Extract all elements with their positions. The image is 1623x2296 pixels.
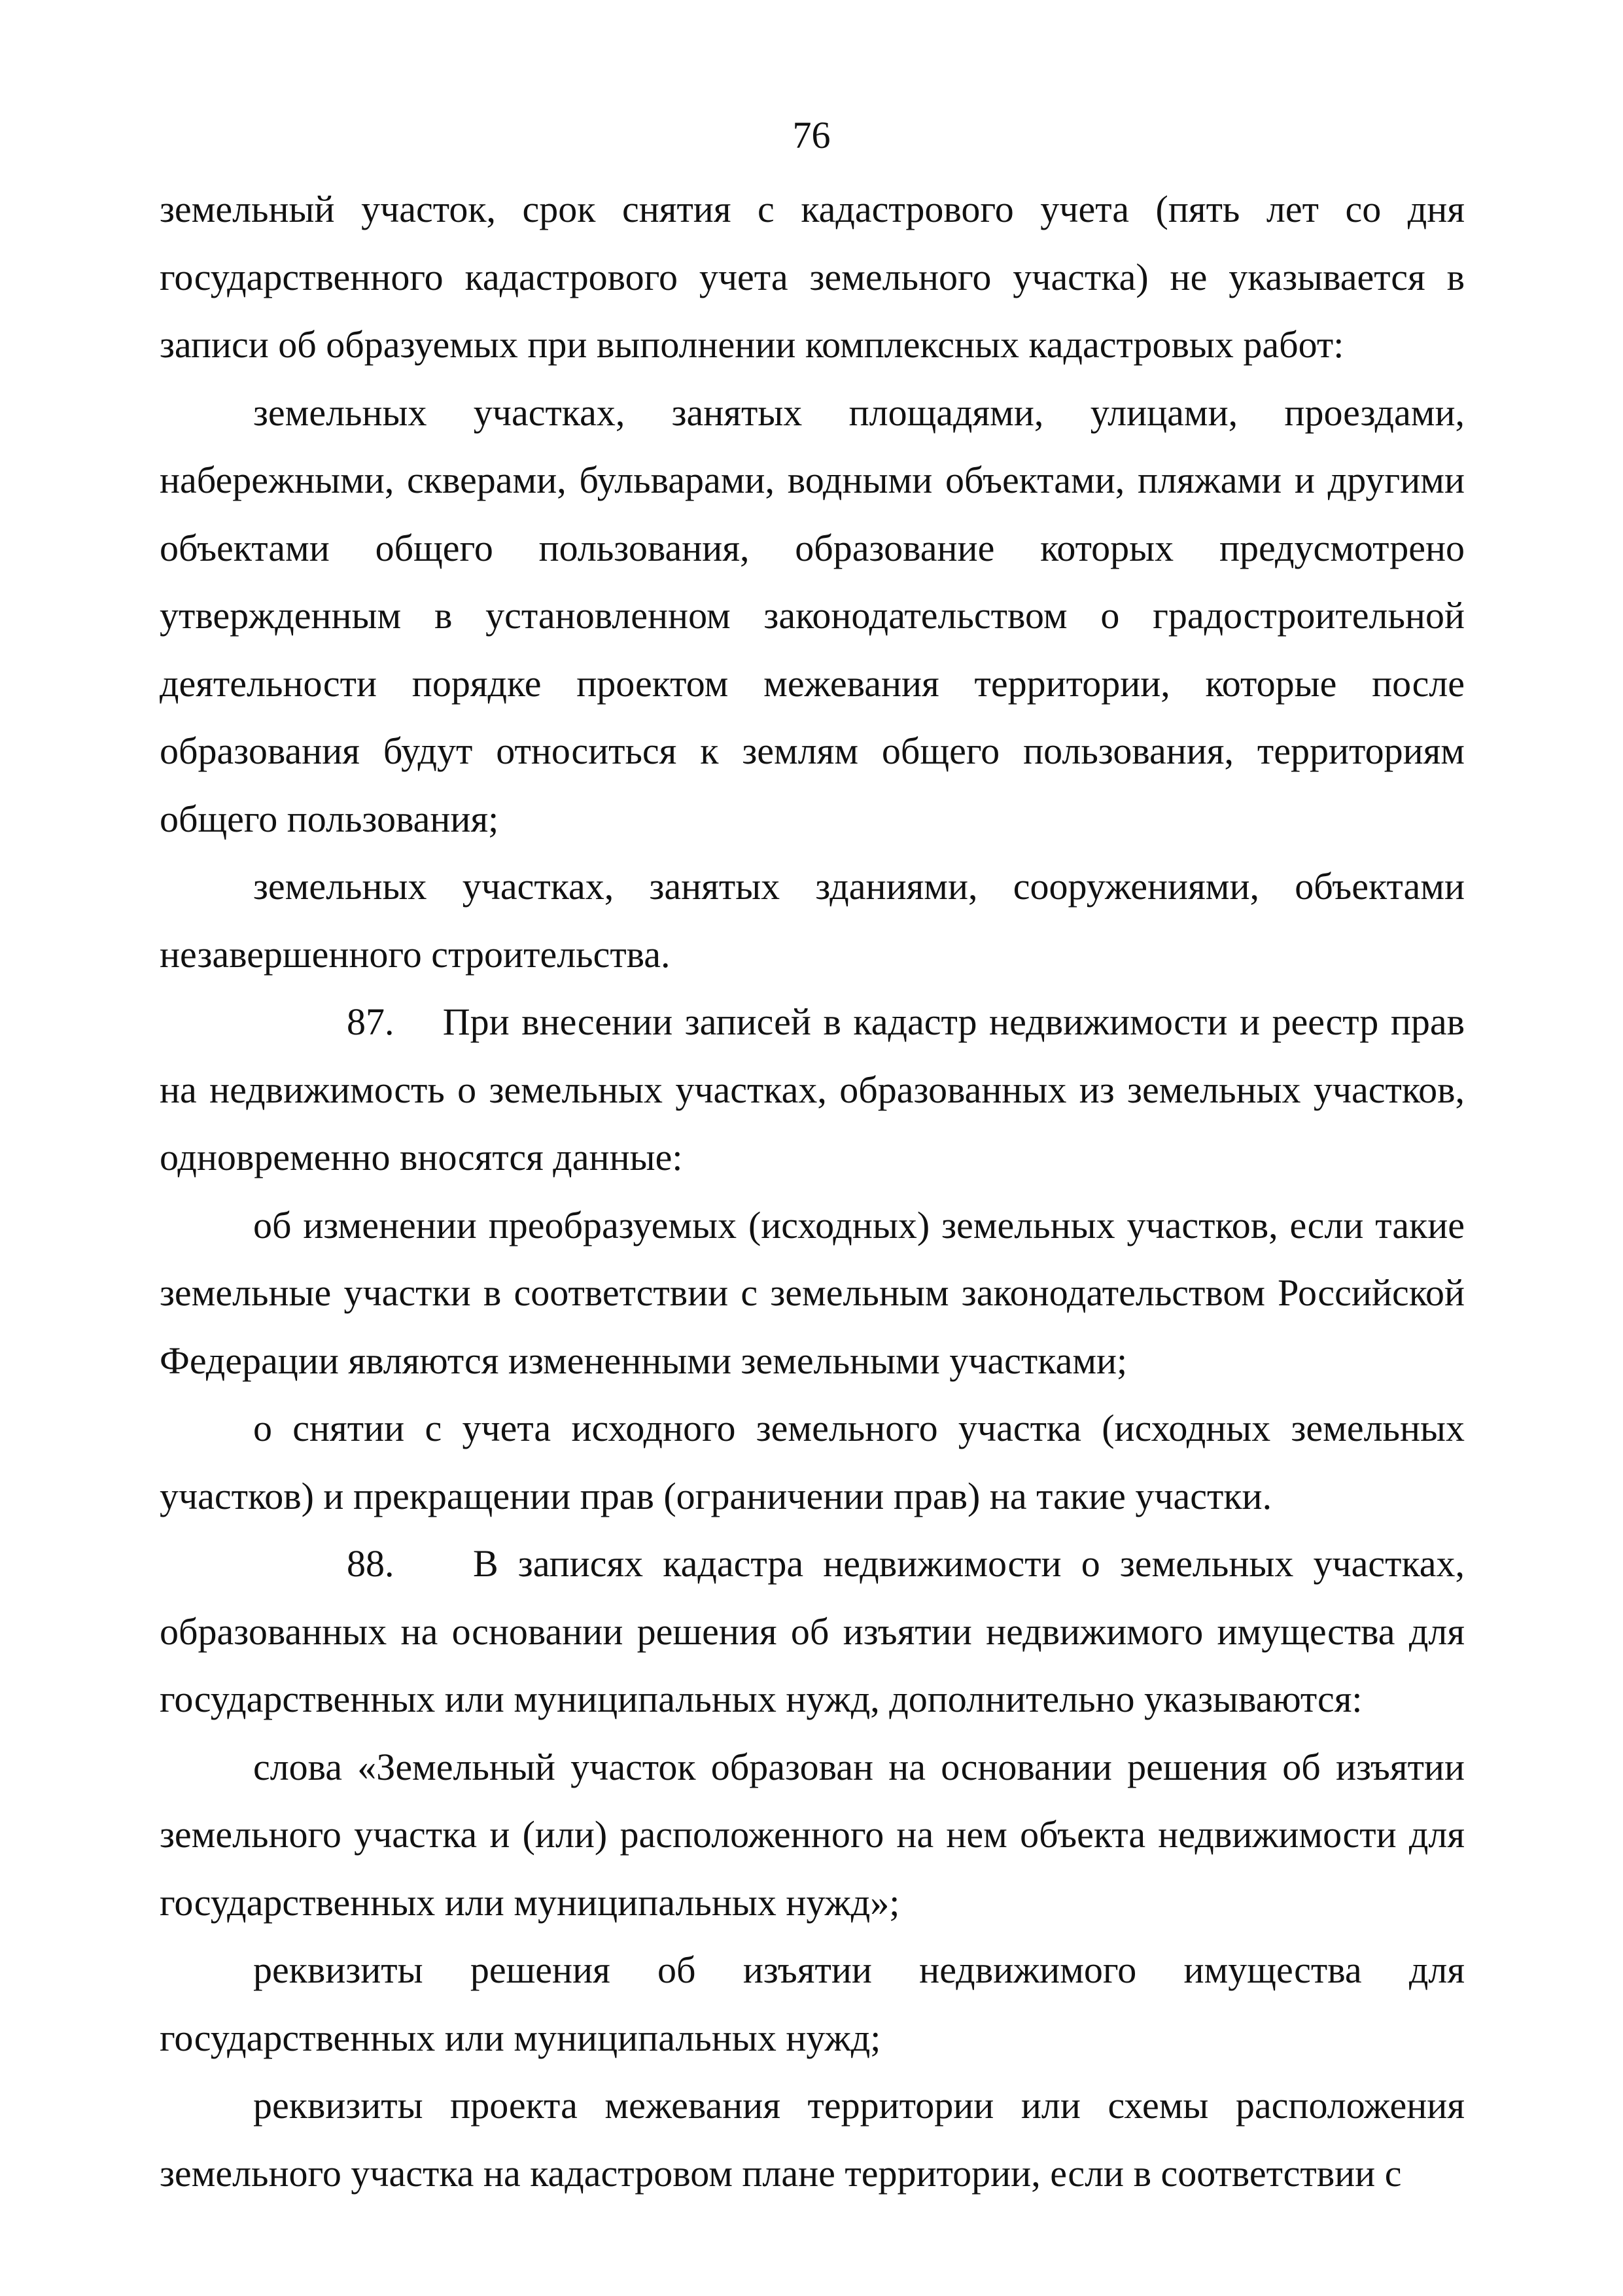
paragraph-text: В записях кадастра недвижимости о земельных участках, образованных на основании решения об изъятии недвижимого имущества для государственных или муниципальных нужд, дополнительно указываются: [160,1542,1465,1720]
paragraph-text: об изменении преобразуемых (исходных) земельных участков, если такие земельные участки в соответствии с земельным законодательством Российской Федерации являются измененными земельными участками; [160,1203,1465,1382]
document-body [160,175,1465,2207]
paragraph-text: реквизиты проекта межевания территории или схемы расположения земельного участка на кадастровом плане территории, если в соответствии с [160,2084,1465,2195]
paragraph-continuation [160,175,1465,379]
paragraph-text: земельный участок, срок снятия с кадастрового учета (пять лет со дня государственного кадастрового учета земельного участка) не указывается в записи об образуемых при выполнении комплексных кадастровых работ: [160,188,1465,366]
paragraph-text: При внесении записей в кадастр недвижимости и реестр прав на недвижимость о земельных участках, образованных из земельных участков, одновременно вносятся данные: [160,1000,1465,1178]
paragraph-removal-registration [160,1394,1465,1530]
paragraph-text: земельных участках, занятых зданиями, сооружениями, объектами незавершенного строительства. [160,865,1465,976]
paragraph-public-use-land [160,379,1465,853]
paragraph-text: слова «Земельный участок образован на основании решения об изъятии земельного участка и (или) расположенного на нем объекта недвижимости для государственных или муниципальных нужд»; [160,1745,1465,1924]
item-number: 88. [347,1542,394,1585]
paragraph-text: реквизиты решения об изъятии недвижимого имущества для государственных или муниципальных нужд; [160,1949,1465,2059]
paragraph-text: земельных участках, занятых площадями, улицами, проездами, набережными, скверами, бульварами, водными объектами, пляжами и другими объектами общего пользования, образование которых предусмотрено утвержденным в установленном законодательством о градостроительной деятельности порядке проектом межевания территории, которые после образования будут относиться к землям общего пользования, территориям общего пользования; [160,391,1465,840]
paragraph-item-87 [160,988,1465,1192]
paragraph-text: о снятии с учета исходного земельного участка (исходных земельных участков) и прекращении прав (ограничении прав) на такие участки. [160,1407,1465,1517]
paragraph-words-formed [160,1733,1465,1937]
paragraph-project-details [160,2072,1465,2207]
paragraph-decision-details [160,1936,1465,2072]
page-number: 76 [792,114,831,156]
paragraph-item-88 [160,1530,1465,1733]
item-number: 87. [347,1000,394,1043]
paragraph-changes-source-land [160,1192,1465,1395]
paragraph-buildings-land [160,853,1465,988]
